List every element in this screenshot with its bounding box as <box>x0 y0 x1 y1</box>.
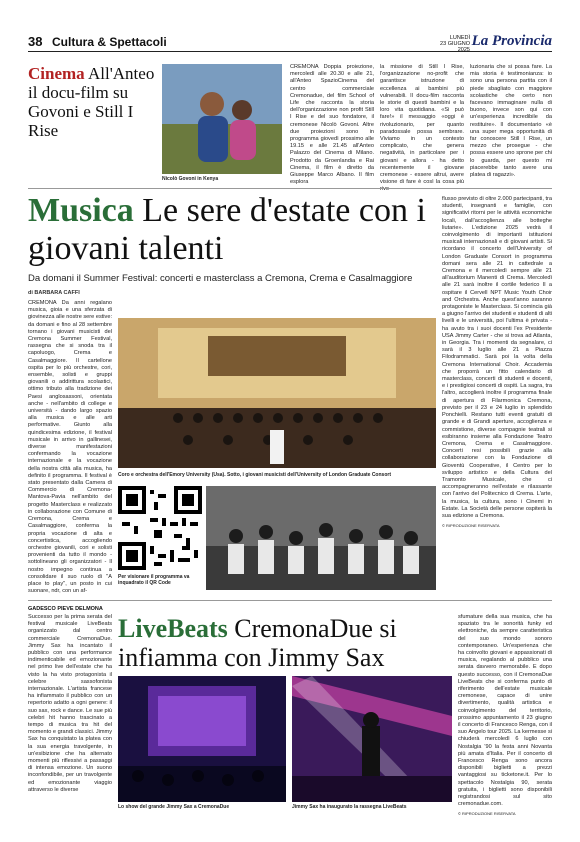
date-day: LUNEDÌ <box>449 35 470 41</box>
musica-kicker: Musica <box>28 192 134 229</box>
photo-emory-choir <box>118 318 436 468</box>
livebeats-caption-2: Jimmy Sax ha inaugurato la rassegna LiveBeats <box>292 804 407 810</box>
livebeats-column-right-text: sfumature della sua musica, che ha spaziato tra le sonorità funky ed elettroniche, da sempre caratteristica del suo mondo sonoro contemporaneo. Un'esperienza che ha coinvolto giovani e appassionati di musica, regalando al pubblico una serata davvero memorabile. E dopo questo successo, con il CremonaDue LiveBeats che si conferma punto di riferimento dell'estate musicale cremonese, capace di unire divertimento, qualità artistica e coinvolgimento del territorio, prossimo appuntamento il 23 giugno il concerto di Francesco Renga, con il suo Angelo tour 2025. La kermesse si chiuderà mercoledì 6 luglio con Nostalgia '90 la festa anni Novanta più amata d'Italia. Per il concerto di Francesco Renga sono ancora disponibili biglietti a prezzi vantaggiosi su ticketone.it. Per lo spettacolo Nostalgia 90, serata gratuita, i biglietti sono disponibili registrandosi sul sito cremonadue.com. <box>458 614 552 808</box>
livebeats-credit: © RIPRODUZIONE RISERVATA <box>458 811 516 817</box>
page-header <box>28 34 552 52</box>
livebeats-column-right <box>458 614 552 817</box>
photo-jimmy-sax-show <box>118 676 286 802</box>
musica-column-left: CREMONA Da anni regalano musica, gioia e una sferzata di giovinezza alle nostre sere estive: da domani e fino al 28 settembre tornano i giovani musicisti del Cremona Summer Festival, rassegna che si snoda tra il capoluogo, Crema e Casalmaggiore. Il cartellone ospita per lo più orchestre, cori, ensemble, solisti e gruppi giovanili o addirittura scolastici, ottimo tributo alla tradizione dei Paesi anglosassoni, orientata anche - nell'ambito di college e università - dando largo spazio alla musica e alle arti performative. Giunto alla quindicesima edizione, il festival musicale in arrivo in gallinesei, diverse manifestazioni confermando la vocazione internazionale e la vocazione della nostra città alla musica, ha definito il programma. Il festival è stato presentato dalla Camera di Commercio di Cremona-Mantova-Pavia nell'ambito del progetto Masterclass e realizzato in collaborazione con Comune di Cremona, Crema e Casalmaggiore, conferma la propria vocazione di alta e concertistica, accogliendo orchestre giovanili, cori e solisti provenienti da tutto il mondo - sottolineano gli organizzatori - Il nostro impegno continua a consolidare il suo ruolo di "A place to play", un posto in cui suonare, ndr, con un af- <box>28 300 112 595</box>
photo-jimmy-sax-stage <box>292 676 452 802</box>
musica-headline <box>28 192 428 268</box>
livebeats-headline <box>118 614 448 672</box>
section-title: Cultura & Spettacoli <box>52 35 167 49</box>
livebeats-dateline: GADESCO PIEVE DELMONA <box>28 606 103 612</box>
livebeats-kicker: LiveBeats <box>118 614 228 643</box>
date-full: 23 GIUGNO 2025 <box>440 41 470 53</box>
cinema-title: All'Anteo il docu-film su Govoni e Still I Rise <box>28 64 155 140</box>
musica-title: Le sere d'estate con i giovani talenti <box>28 192 426 267</box>
musica-credit: © RIPRODUZIONE RISERVATA <box>442 523 500 529</box>
musica-photo-caption: Coro e orchestra dell'Emory University (Usa). Sotto, i giovani musicisti dell'University of London Graduate Consort <box>118 472 391 478</box>
musica-subtitle: Da domani il Summer Festival: concerti e masterclass a Cremona, Crema e Casalmaggiore <box>28 273 413 284</box>
cinema-photo-caption: Nicolò Govoni in Kenya <box>162 176 219 182</box>
masthead-logo: La Provincia <box>471 33 552 49</box>
livebeats-column-left: Successo per la prima serata del festival musicale LiveBeats organizzato dal centro commerciale CremonaDue. Jimmy Sax ha incantato il pubblico con una performance indimenticabile ed emozionante nel primo live dell'estate che ha visto la ha visto protagonista il celebre sassofonista internazionale. L'artista francese ha infiammato il pubblico con un repertorio adatto a ogni genere: il suo sax, rock e dance. Le sue più celebri hit hanno trascinato a tempo di musica tra hit del momento e grandi classici. Jimmy Sax ha conquistato la platea con la sua energia travolgente, in un'esibizione che ha alternato momenti più riflessivi a passaggi di intensa emozione. Un suono inconfondibile, per un travolgente ed emozionante viaggio attraverso le diverse <box>28 614 112 793</box>
cinema-headline <box>28 64 158 140</box>
issue-date <box>430 35 470 53</box>
livebeats-title: CremonaDue si infiamma con Jimmy Sax <box>118 614 397 672</box>
cinema-column-1: CREMONA Doppia proiezione, mercoledì alle 20.30 e alle 21, all'Anteo SpazioCinema del centro commerciale Cremonadue, del film School of Life che racconta la storia dell'organizzazione non profit Still I Rise e del suo fondatore, il cremonese Nicolò Govoni. Altre due proiezioni sono in programma giovedì prossimo alle 19.15 e alle 21.45 all'Anteo Palazzo del Cinema di Milano. Prodotto da Groenlandia e Rai Cinema, il film è diretto da Giuseppe Marco Albano. Il film esplora <box>290 64 374 186</box>
livebeats-caption-1: Lo show del grande Jimmy Sax a CremonaDue <box>118 804 230 810</box>
photo-london-consort <box>206 486 436 590</box>
cinema-column-2: la missione di Still I Rise, l'organizzazione no-profit che garantisce istruzione di eccellenza ai bambini più vulnerabili. Il docu-film racconta le storie di questi bambini e la loro vita quotidiana. «Si può fare!» il messaggio «oggi è rivoluzionario, per quanto paradossale possa sembrare. Viviamo in un contesto complicato, che genera negatività, in particolare per i giovani e allora - ha detto recentemente il giovane cremonese - essere altrui, avere visione di fare è così la cosa più rivo- <box>380 64 464 193</box>
musica-column-right <box>442 196 552 592</box>
cinema-column-3: luzionaria che si possa fare. La mia storia è testimonianza: io sono una persona partita con il piede sbagliato con maggiore scolastiche che certo non facevano immaginare nulla di buono, invece son qui con un'esperienza incredibile da restituire». Il documentario «è una super mega opportunità di far conoscere Still I Rise, un mezzo che prosegue - che possa essere uno sprone per chi lo guarda, per questo mi piacerebbe tanto avere una platea di ragazzi». <box>470 64 552 179</box>
cinema-kicker: Cinema <box>28 64 85 83</box>
musica-byline: di BARBARA CAFFI <box>28 290 80 296</box>
musica-column-right-text: flusso previsto di oltre 2.000 partecipanti, tra studenti, insegnanti e famiglie, con significativi ritorni per le attività economiche locali, dall'accoglienza alle botteghe liutarie». L'edizione 2025 vedrà il coinvolgimento di importanti istituzioni musicali internazionali e di giovani artisti. Si ricordano il concerto dell'University of London Graduate Consort in programma domani sera alle 21 in cattedrale a Cremona e il mercoledì sempre alle 21 all'auditorium Manenti di Crema. Mercoledì alle 21 sarà inoltre il cortile federico II a ospitare il Cervell NPT Music Youth Choir and Orchestra. Anche quest'anno saranno protagoniste le Masterclass. Si comincia già a giugno l'arrivo dei studenti e studenti di alti livelli e le università, poi l'ultima è privata - ha avuto tra i suoi docenti l'ex Presidente USA Jimmy Carter - che si trova ad Atlanta, in Georgia. Tra i momenti da segnalare, ci sarà il 3 luglio alle 21 a Piazza Filodrammatici. Sarà poi la volta della Cremona International Choir. Accademia che proporrà un fitto calendario di masterclass, concerti di studenti e docenti, e i prestigiosi concerti di ospiti. La sagra, tra l'altro, accoglierà inoltre il programma finale di apertura di Filarmonica Cremona, previsto per il 23 e 24 luglio in splendido Ponchielli. Restano tutti eventi gratuiti di grande e di Grandi aperture, accoglienza e commistione, diverse compagnie teatrali si esibiranno insieme alla Fondazione Teatro Cremona, Crema e Casalmaggiore. Concerti resi possibili grazie alla collaborazione con la Fondazione di Gioventù Cooperative, il Centro per lo sviluppo artistico e della Cultura del Tramonto Musicale, che ci accompagneranno nell'estate e rilassante con l'arrivo del Politecnico di Crema. L'arte, la musica, la cultura, sono i Cinemi in Estate. La Società delle persone ospiterà la sua edizione a Cremona. <box>442 196 552 519</box>
divider-bottom <box>28 600 552 601</box>
divider-top <box>28 188 552 189</box>
qr-code[interactable] <box>118 486 202 570</box>
page-number: 38 <box>28 34 43 49</box>
photo-govoni-kenya <box>162 64 282 174</box>
qr-caption: Per visionare il programma va inquadrato il QR Code <box>118 574 190 586</box>
